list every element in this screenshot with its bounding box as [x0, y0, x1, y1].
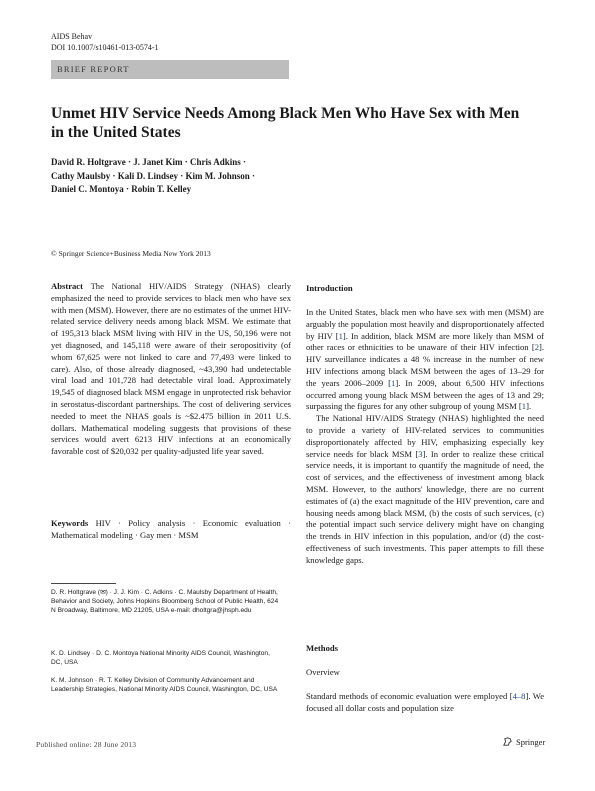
- abstract-label: Abstract: [51, 281, 83, 291]
- author: Kali D. Lindsey ·: [117, 170, 184, 181]
- citation-link[interactable]: 1: [391, 377, 396, 388]
- author: Kim M. Johnson ·: [185, 170, 256, 181]
- publisher-logo: [502, 736, 545, 747]
- citation-link[interactable]: 3: [418, 448, 423, 459]
- author: David R. Holtgrave ·: [51, 157, 131, 167]
- doi[interactable]: DOI 10.1007/s10461-013-0574-1: [51, 43, 159, 52]
- article-type-banner: BRIEF REPORT: [51, 60, 289, 79]
- intro-paragraph-2: The National HIV/AIDS Strategy (NHAS) highlighted the need to provide a variety of HIV-related services to communities disproportionately affected by HIV, emphasizing especially key service needs for black MSM [3]. In order to realize these critical service needs, it is important to quantify the magnitude of need, the cost of services, and the effectiveness of investment among black MSM. However, to the authors' knowledge, there are no current estimates of (a) the exact magnitude of the HIV prevention, care and housing needs among black MSM, (b) the costs of such services, (c) the potential impact such service delivery might have on changing the trends in HIV infection in this population, and/or (d) the cost-effectiveness of such investments. This paper attempts to fill these knowledge gaps.: [306, 413, 544, 565]
- methods-body: Standard methods of economic evaluation were employed [4–8]. We focused all dollar costs and population size: [306, 691, 545, 713]
- publisher-name: Springer: [516, 736, 546, 747]
- affiliation-3: K. M. Johnson · R. T. Kelley Division of Community Advancement and Leadership Strategies, National Minority AIDS Council, Washington, DC, USA: [51, 677, 278, 693]
- methods-heading: Methods: [306, 643, 338, 653]
- journal-name: AIDS Behav: [51, 32, 93, 41]
- overview-subheading: Overview: [306, 667, 340, 677]
- citation-link[interactable]: 2: [534, 342, 539, 353]
- intro-paragraph-1: In the United States, black men who have sex with men (MSM) are arguably the population most heavily and disproportionately affected by HIV [1]. In addition, black MSM are more likely than MSM of other races or ethnicities to be unaware of their HIV infection [2]. HIV surveillance indicates a 48 % increase in the number of new HIV infections among black MSM between the ages of 13–29 for the years 2006–2009 [1]. In 2009, about 6,500 HIV infections occurred among young black MSM between the ages of 13 and 29; surpassing the figures for any other subgroup of young MSM [1].: [306, 307, 545, 412]
- citation-link[interactable]: 1: [338, 330, 343, 341]
- abstract: [51, 281, 291, 458]
- citation-link[interactable]: 1: [521, 401, 527, 412]
- affiliation-2: K. D. Lindsey · D. C. Montoya National Minority AIDS Council, Washington, DC, USA: [51, 650, 270, 666]
- author: J. Janet Kim ·: [133, 157, 188, 167]
- footnote-divider: [51, 583, 116, 584]
- introduction-heading: Introduction: [306, 283, 353, 293]
- author: Cathy Maulsby ·: [51, 170, 116, 181]
- keywords-label: Keywords: [51, 518, 89, 528]
- author: Robin T. Kelley: [131, 184, 192, 194]
- citation-link[interactable]: 4–8: [512, 691, 526, 701]
- copyright-notice: © Springer Science+Business Media New York 2013: [51, 249, 211, 258]
- author-list: [51, 156, 331, 197]
- published-date: Published online: 28 June 2013: [36, 740, 137, 749]
- author: Chris Adkins ·: [190, 157, 247, 167]
- springer-horse-icon: [502, 736, 513, 747]
- abstract-text: The National HIV/AIDS Strategy (NHAS) clearly emphasized the need to provide services to black men who have sex with men (MSM). However, there are no estimates of the unmet HIV-related service delivery needs among black MSM. We estimate that of 195,313 black MSM living with HIV in the US, 50,196 were not yet diagnosed, and 145,118 were aware of their seropositivity (of whom 67,625 were not linked to care and 77,493 were linked to care). Also, of those already diagnosed, ~43,390 had undetectable viral load and 101,728 had detectable viral load. Approximately 19,545 of diagnosed black MSM engage in unprotected risk behavior in serostatus-discordant partnerships. The cost of delivering services needed to meet the NHAS goals is ~$2.475 billion in 2011 U.S. dollars. Mathematical modeling suggests that provisions of these services would avert 6213 HIV infections at an economically favorable cost of $20,032 per quality-adjusted life year saved.: [51, 281, 291, 457]
- introduction-body: [306, 307, 544, 567]
- author: Daniel C. Montoya ·: [51, 184, 129, 194]
- keywords: [51, 518, 291, 542]
- article-title: Unmet HIV Service Needs Among Black Men Who Have Sex with Men in the United States: [51, 105, 520, 141]
- affiliation-1: D. R. Holtgrave (✉) · J. J. Kim · C. Adkins · C. Maulsby Department of Health, Behavior and Society, Johns Hopkins Bloomberg School of Public Health, 624 N Broadway, Baltimore, MD 21205, USA e-mail: dholtgra@jhsph.edu: [51, 589, 279, 614]
- keywords-text: HIV · Policy analysis · Economic evaluation · Mathematical modeling · Gay men · MSM: [51, 518, 291, 540]
